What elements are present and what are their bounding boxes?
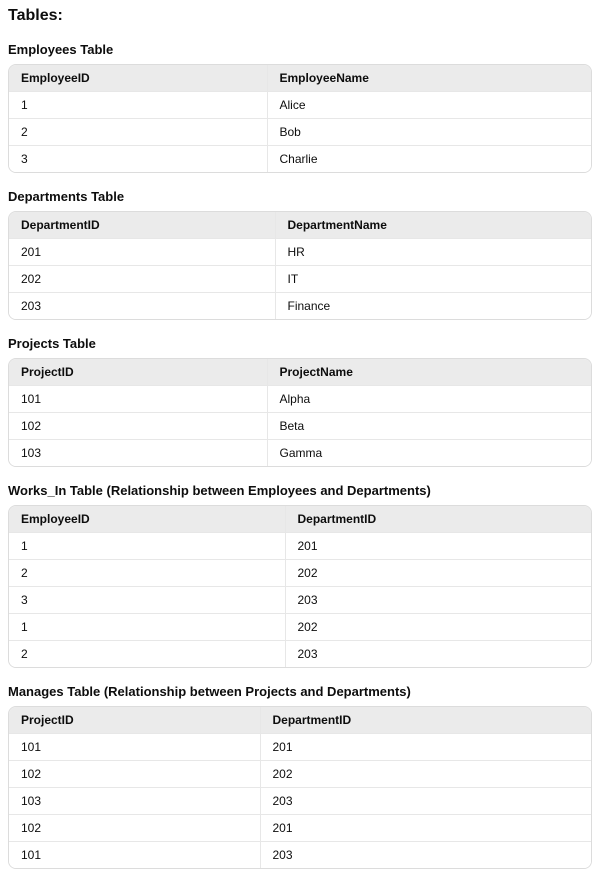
table-cell: 1 bbox=[9, 614, 285, 641]
table-row bbox=[9, 761, 591, 788]
departments-table-section bbox=[8, 189, 592, 320]
table-cell: 202 bbox=[285, 614, 591, 641]
table-row bbox=[9, 842, 591, 869]
table-row bbox=[9, 815, 591, 842]
table-cell: 102 bbox=[9, 761, 260, 788]
table-cell: Beta bbox=[267, 413, 591, 440]
table-row bbox=[9, 239, 591, 266]
projects-table-wrap bbox=[8, 358, 592, 467]
table-cell: 201 bbox=[260, 734, 591, 761]
table-cell: 201 bbox=[285, 533, 591, 560]
table-row bbox=[9, 386, 591, 413]
column-header: EmployeeID bbox=[9, 65, 267, 92]
table-row bbox=[9, 440, 591, 467]
table-cell: Gamma bbox=[267, 440, 591, 467]
departments-table-title: Departments Table bbox=[8, 189, 125, 204]
table-cell: 1 bbox=[9, 92, 267, 119]
employees-table-wrap bbox=[8, 64, 592, 173]
table-cell: 103 bbox=[9, 788, 260, 815]
table-row bbox=[9, 533, 591, 560]
table-row bbox=[9, 788, 591, 815]
table-cell: 3 bbox=[9, 587, 285, 614]
projects-table-title: Projects Table bbox=[8, 336, 96, 351]
table-cell: 1 bbox=[9, 533, 285, 560]
table-row bbox=[9, 560, 591, 587]
table-cell: Alpha bbox=[267, 386, 591, 413]
departments-table-wrap bbox=[8, 211, 592, 320]
column-header: DepartmentID bbox=[285, 506, 591, 533]
works-in-table-section bbox=[8, 483, 592, 668]
table-row bbox=[9, 293, 591, 320]
projects-table bbox=[9, 359, 591, 466]
table-row bbox=[9, 92, 591, 119]
table-header-row bbox=[9, 359, 591, 386]
table-cell: 102 bbox=[9, 815, 260, 842]
table-header-row bbox=[9, 212, 591, 239]
table-cell: IT bbox=[275, 266, 591, 293]
table-cell: 101 bbox=[9, 386, 267, 413]
column-header: ProjectName bbox=[267, 359, 591, 386]
departments-table bbox=[9, 212, 591, 319]
table-cell: 103 bbox=[9, 440, 267, 467]
table-cell: 203 bbox=[260, 842, 591, 869]
employees-table-section bbox=[8, 42, 592, 173]
manages-table-title: Manages Table (Relationship between Projects and Departments) bbox=[8, 684, 411, 699]
projects-table-section bbox=[8, 336, 592, 467]
table-cell: Finance bbox=[275, 293, 591, 320]
table-row bbox=[9, 734, 591, 761]
table-cell: 202 bbox=[9, 266, 275, 293]
table-cell: 3 bbox=[9, 146, 267, 173]
column-header: EmployeeName bbox=[267, 65, 591, 92]
table-row bbox=[9, 587, 591, 614]
column-header: DepartmentID bbox=[260, 707, 591, 734]
table-row bbox=[9, 119, 591, 146]
column-header: ProjectID bbox=[9, 707, 260, 734]
column-header: DepartmentID bbox=[9, 212, 275, 239]
table-row bbox=[9, 641, 591, 668]
table-header-row bbox=[9, 506, 591, 533]
table-cell: 201 bbox=[9, 239, 275, 266]
column-header: ProjectID bbox=[9, 359, 267, 386]
table-cell: 203 bbox=[285, 587, 591, 614]
table-cell: 203 bbox=[285, 641, 591, 668]
manages-table-section bbox=[8, 684, 592, 869]
table-cell: HR bbox=[275, 239, 591, 266]
table-row bbox=[9, 614, 591, 641]
works-in-table-title: Works_In Table (Relationship between Employees and Departments) bbox=[8, 483, 431, 498]
table-header-row bbox=[9, 65, 591, 92]
employees-table-title: Employees Table bbox=[8, 42, 114, 57]
employees-table bbox=[9, 65, 591, 172]
table-row bbox=[9, 266, 591, 293]
table-cell: 2 bbox=[9, 560, 285, 587]
table-cell: Bob bbox=[267, 119, 591, 146]
table-cell: 2 bbox=[9, 641, 285, 668]
manages-table bbox=[9, 707, 591, 868]
table-cell: 203 bbox=[9, 293, 275, 320]
table-cell: 101 bbox=[9, 734, 260, 761]
column-header: DepartmentName bbox=[275, 212, 591, 239]
works-in-table bbox=[9, 506, 591, 667]
table-cell: 102 bbox=[9, 413, 267, 440]
page-title: Tables: bbox=[8, 7, 63, 24]
table-header-row bbox=[9, 707, 591, 734]
table-row bbox=[9, 413, 591, 440]
table-cell: 202 bbox=[285, 560, 591, 587]
table-cell: Charlie bbox=[267, 146, 591, 173]
works-in-table-wrap bbox=[8, 505, 592, 668]
table-cell: 201 bbox=[260, 815, 591, 842]
column-header: EmployeeID bbox=[9, 506, 285, 533]
manages-table-wrap bbox=[8, 706, 592, 869]
table-cell: 2 bbox=[9, 119, 267, 146]
table-cell: 202 bbox=[260, 761, 591, 788]
table-cell: Alice bbox=[267, 92, 591, 119]
table-cell: 203 bbox=[260, 788, 591, 815]
table-row bbox=[9, 146, 591, 173]
table-cell: 101 bbox=[9, 842, 260, 869]
